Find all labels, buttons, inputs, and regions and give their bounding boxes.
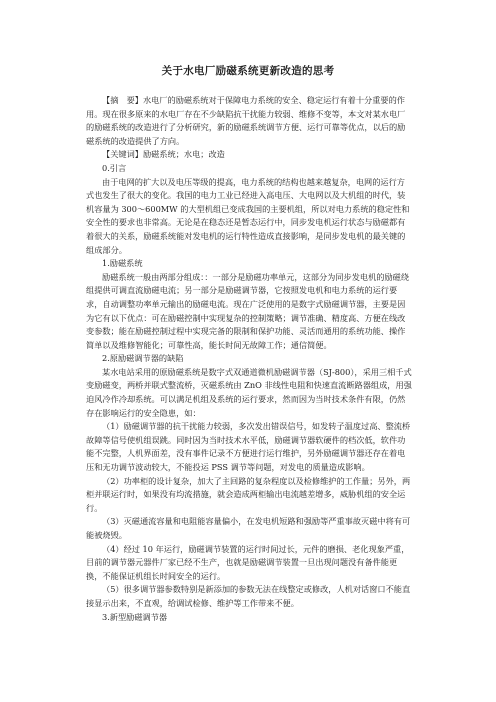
body-paragraph: 某水电站采用的原励磁系统是数字式双通道微机励磁调节器（SJ-800），采用三相千式变励磁变，两桥并联式整流桥，灭磁系统由 ZnO 非线性电阻和快速直流断路器组成，用强迫风冷作冷却系统。可以满足机组及系统的运行要求，然而因为当时技术条件有限，仍然存在影响运行的安全隐患，如： xyxy=(86,366,412,418)
section-heading-new-regulator: 3.新型励磁调节器 xyxy=(102,611,168,622)
section-heading-intro: 0.引言 xyxy=(102,162,127,173)
page-title: 关于水电厂励磁系统更新改造的思考 xyxy=(161,65,335,77)
list-item: （3）灭磁通流容量和电阻能容量偏小，在发电机短路和强励等严重事故灭磁中将有可能被烧毁。 xyxy=(86,516,411,540)
list-item: （2）功率柜的设计复杂，加大了主回路的复杂程度以及检修维护的工作量；另外，两柜并联运行时，如果没有均流措施，就会造成两柜输出电流越差增多，威胁机组的安全运行。 xyxy=(86,475,411,513)
article-body xyxy=(86,94,412,624)
list-item: （5）很多调节器参数特别是新添加的参数无法在线整定或修改，人机对话窗口不能直接显示出来，不直观，给调试检修、维护等工作带来不便。 xyxy=(86,584,411,608)
keywords-paragraph: 【关键词】励磁系统；水电；改造 xyxy=(102,149,225,160)
section-heading-defects: 2.原励磁调节器的缺陷 xyxy=(102,353,184,364)
section-heading-excitation-system: 1.励磁系统 xyxy=(102,258,143,269)
body-paragraph: 由于电网的扩大以及电压等级的提高，电力系统的结构也越来越复杂，电网的运行方式也发生了很大的变化。我国的电力工业已经进入高电压、大电网以及大机组的时代，装机容量为 300～600MW 的大型机组已变成我国的主要机组，所以对电力系统的稳定性和安全性的要求也非常高。无论是在稳态还是暂态运行中，同步发电机运行状态与励磁都有着很大的关系，励磁系统能对发电机的运行特性造成直接影响，是同步发电机的最关键的组成部分。 xyxy=(86,176,410,255)
body-paragraph: 励磁系统一般由两部分组成：：一部分是励磁功率单元，这部分为同步发电机的励磁绕组提供可调直流励磁电流；另一部分是励磁调节器，它按照发电机和电力系统的运行要求，自动调整功率单元输出的励磁电流。现在广泛使用的是数字式励磁调节器，主要是因为它有以下优点：可在励磁控制中实现复杂的控制策略；调节准确、精度高、方便在线改变参数；能在励磁控制过程中实现完备的限制和保护功能、灵活而通用的系统功能、操作简单以及维修智能化；可靠性高，能长时间无故障工作；通信简便。 xyxy=(86,271,410,350)
abstract-paragraph: 【摘 要】水电厂的励磁系统对于保障电力系统的安全、稳定运行有着十分重要的作用。现在很多原来的水电厂存在不少缺陷抗干扰能力较弱、维修不变等，本文对某水电厂的励磁系统的改造进行了分析研究，新的励磁系统调节方便、运行可靠等优点，以后的励磁系统的改造提供了方向。 xyxy=(86,95,406,146)
list-item: （1）励磁调节器的抗干扰能力较弱，多次发出错误信号，如发转子温度过高、整流桥故障等信号使机组误跳。同时因为当时技术水平低，励磁调节器软硬件的档次低，软件功能不完整，人机界面差，没有事件记录不方便进行运行维护，另外励磁调节器还存在着电压和无功调节波动较大，不能投运 PSS 调节等问题，对发电的质量造成影响。 xyxy=(86,421,411,473)
list-item: （4）经过 10 年运行，励磁调节装置的运行时间过长，元件的磨损、老化现象严重，目前的调节器元器件厂家已经不生产，也就是励磁调节装置一旦出现问题没有备件能更换，不能保证机组长时间安全的运行。 xyxy=(86,543,410,581)
